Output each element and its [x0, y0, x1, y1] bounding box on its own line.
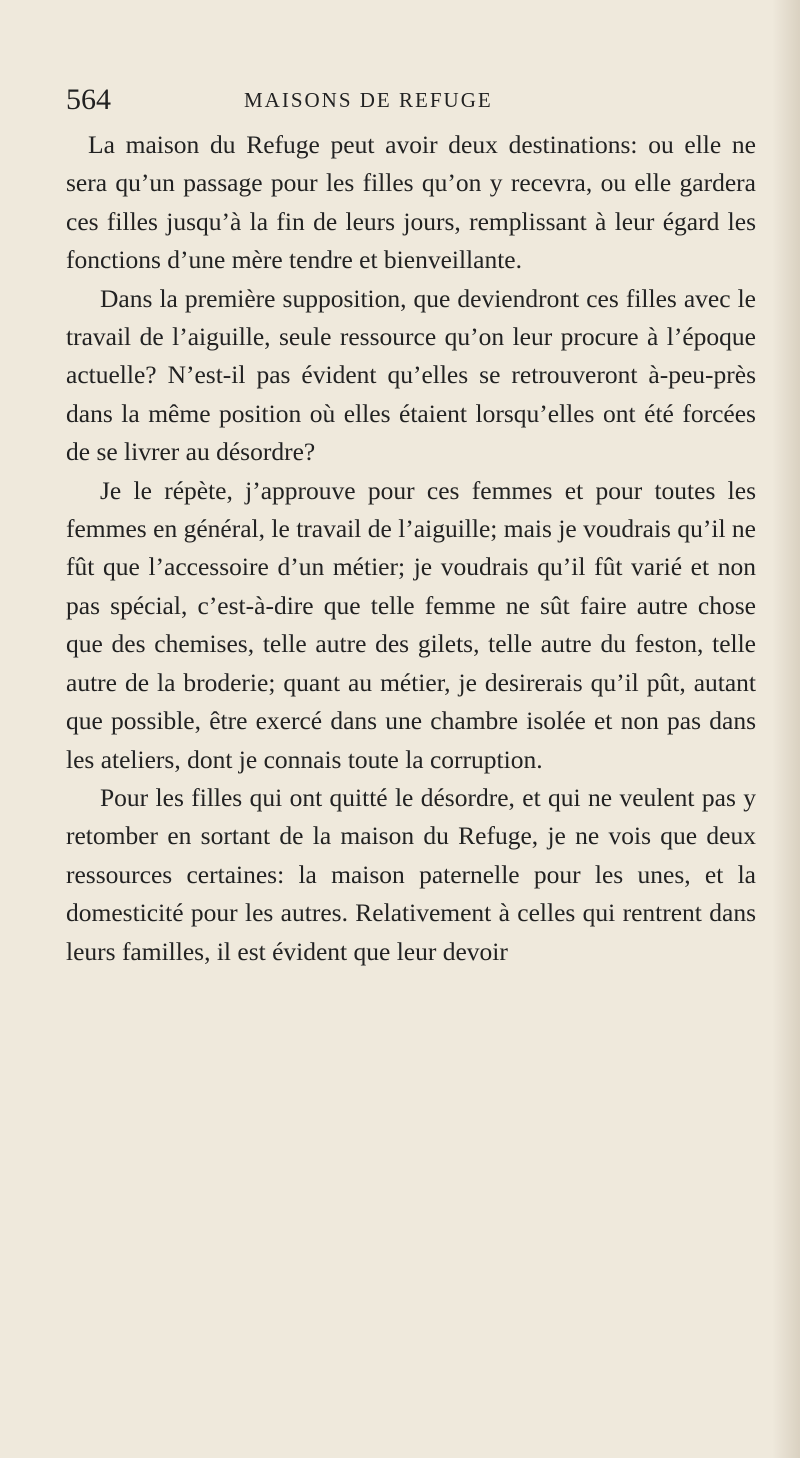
- paragraph-4: Pour les filles qui ont quitté le désordre, et qui ne veulent pas y retomber en sortant de la maison du Refuge, je ne vois que deux ressources certaines: la maison paternelle pour les unes, et la domesticité pour les autres. Relativement à celles qui rentrent dans leurs familles, il est évident que leur devoir: [66, 782, 756, 966]
- page-header: [66, 80, 756, 120]
- paragraph-2: Dans la première supposition, que deviendront ces filles avec le travail de l’aiguille, seule ressource qu’on leur procure à l’époque actuelle? N’est-il pas évident qu’elles se retrouveront à-peu-près dans la même position où elles étaient lorsqu’elles ont été forcées de se livrer au désordre?: [66, 283, 756, 467]
- page-edge-shadow: [772, 0, 800, 1458]
- paragraph-1: La maison du Refuge peut avoir deux destinations: ou elle ne sera qu’un passage pour les filles qu’on y recevra, ou elle gardera ces filles jusqu’à la fin de leurs jours, remplissant à leur égard les fonctions d’une mère tendre et bienveillante.: [66, 130, 756, 275]
- paragraph-3: Je le répète, j’approuve pour ces femmes et pour toutes les femmes en général, le travail de l’aiguille; mais je voudrais qu’il ne fût que l’accessoire d’un métier; je voudrais qu’il fût varié et non pas spécial, c’est-à-dire que telle femme ne sût faire autre chose que des chemises, telle autre des gilets, telle autre du feston, telle autre de la broderie; quant au métier, je desirerais qu’il pût, autant que possible, être exercé dans une chambre isolée et non pas dans les ateliers, dont je connais toute la corruption.: [66, 475, 756, 774]
- body-text: [66, 126, 756, 971]
- running-title: MAISONS DE REFUGE: [244, 88, 493, 112]
- page-number: 564: [66, 83, 111, 116]
